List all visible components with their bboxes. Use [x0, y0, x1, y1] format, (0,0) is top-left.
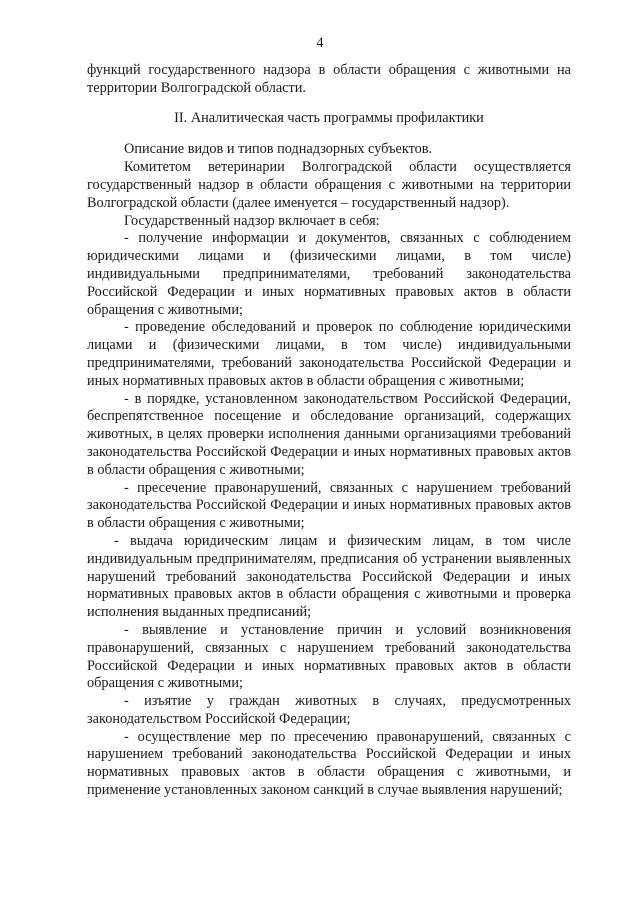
- list-item: - получение информации и документов, связанных с соблюдением юридическими лицами и (физическими лицами, в том числе) индивидуальными предпринимателями, требований законодательства Российской Федерации и иных нормативных правовых актов в области обращения с животными;: [87, 230, 571, 318]
- document-body: [87, 62, 571, 800]
- section-heading: II. Аналитическая часть программы профилактики: [174, 109, 484, 126]
- list-item: - изъятие у граждан животных в случаях, предусмотренных законодательством Российской Федерации;: [87, 693, 571, 727]
- list-item: - выявление и установление причин и условий возникновения правонарушений, связанных с нарушением требований законодательства Российской Федерации и иных нормативных правовых актов в области обращения с животными;: [87, 621, 571, 692]
- list-item: - в порядке, установленном законодательством Российской Федерации, беспрепятственное посещение и обследование организаций, содержащих животных, в целях проверки исполнения данными организациями требований законодательства Российской Федерации и иных нормативных правовых актов в области обращения с животными;: [87, 390, 571, 478]
- list-item: - проведение обследований и проверок по соблюдение юридическими лицами и (физическими лицами, в том числе) индивидуальными предпринимателями, требований законодательства Российской Федерации и иных нормативных правовых актов в области обращения с животными;: [87, 319, 571, 389]
- list-item: - выдача юридическим лицам и физическим лицам, в том числе индивидуальным предпринимателям, предписания об устранении выявленных нарушений требований законодательства Российской Федерации и иных нормативных правовых актов в области обращения с животными и проверка исполнения выданных предписаний;: [87, 532, 571, 621]
- paragraph-subjects-description: Описание видов и типов поднадзорных субъектов.: [124, 141, 433, 158]
- paragraph-supervision-includes: Государственный надзор включает в себя:: [124, 212, 380, 229]
- page-number: 4: [316, 35, 324, 51]
- paragraph-committee: Комитетом ветеринарии Волгоградской области осуществляется государственный надзор в области обращения с животными на территории Волгоградской области (далее именуется – государственный надзор).: [87, 159, 571, 211]
- list-item: - осуществление мер по пресечению правонарушений, связанных с нарушением требований законодательства Российской Федерации и иных нормативных правовых актов в области обращения с животными, и применение установленных законом санкций в случае выявления нарушений;: [87, 728, 571, 799]
- list-item: - пресечение правонарушений, связанных с нарушением требований законодательства Российской Федерации и иных нормативных правовых актов в области обращения с животными;: [87, 479, 571, 532]
- intro-continuation: функций государственного надзора в области обращения с животными на территории Волгоградской области.: [87, 62, 571, 96]
